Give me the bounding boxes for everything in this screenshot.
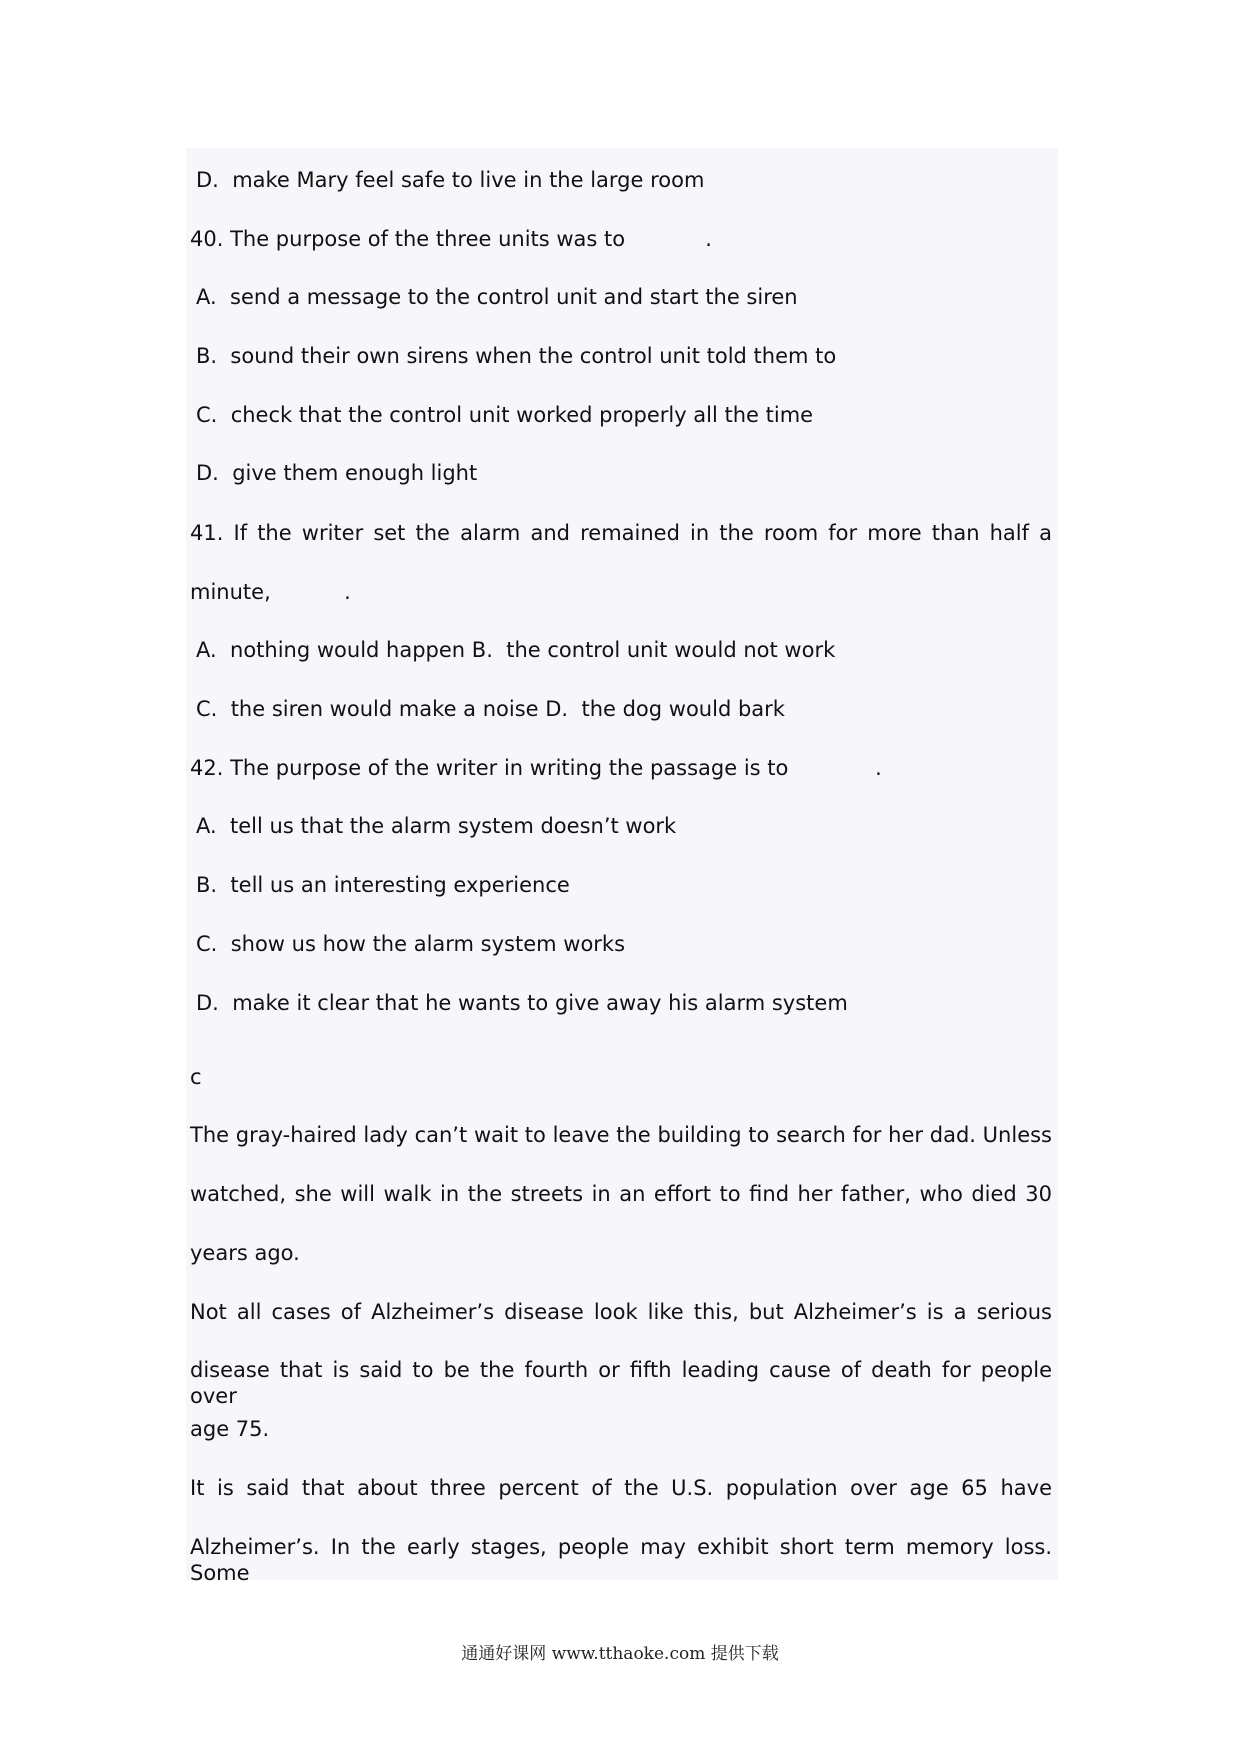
passage-c-line-5: disease that is said to be the fourth or fifth leading cause of death for people over [190,1358,1052,1408]
option-42-b: B. tell us an interesting experience [196,873,570,897]
option-40-d: D. give them enough light [196,461,478,485]
passage-c-line-3: years ago. [190,1241,300,1265]
option-40-a: A. send a message to the control unit and start the siren [196,285,798,309]
option-42-d: D. make it clear that he wants to give away his alarm system [196,991,848,1015]
question-41-line-1: 41. If the writer set the alarm and remained in the room for more than half a [190,521,1052,545]
passage-c-line-8: Alzheimer’s. In the early stages, people may exhibit short term memory loss. Some [190,1535,1052,1585]
option-40-b: B. sound their own sirens when the control unit told them to [196,344,837,368]
passage-c-line-4: Not all cases of Alzheimer’s disease look like this, but Alzheimer’s is a serious [190,1300,1052,1324]
passage-c-line-1: The gray-haired lady can’t wait to leave the building to search for her dad. Unless [190,1123,1052,1147]
page-footer: 通通好课网 www.tthaoke.com 提供下载 [461,1644,779,1664]
option-42-a: A. tell us that the alarm system doesn’t work [196,814,677,838]
question-41-line-2: minute, . [190,580,351,604]
passage-c-line-6: age 75. [190,1417,270,1441]
section-heading-c: c [190,1065,202,1089]
option-40-c: C. check that the control unit worked properly all the time [196,403,814,427]
passage-c-line-2: watched, she will walk in the streets in an effort to find her father, who died 30 [190,1182,1052,1206]
option-42-c: C. show us how the alarm system works [196,932,626,956]
question-40: 40. The purpose of the three units was to . [190,227,712,251]
passage-c-line-7: It is said that about three percent of the U.S. population over age 65 have [190,1476,1052,1500]
options-41-a-b: A. nothing would happen B. the control unit would not work [196,638,836,662]
options-41-c-d: C. the siren would make a noise D. the dog would bark [196,697,785,721]
question-42: 42. The purpose of the writer in writing the passage is to . [190,756,882,780]
option-39-d: D. make Mary feel safe to live in the large room [196,168,705,192]
